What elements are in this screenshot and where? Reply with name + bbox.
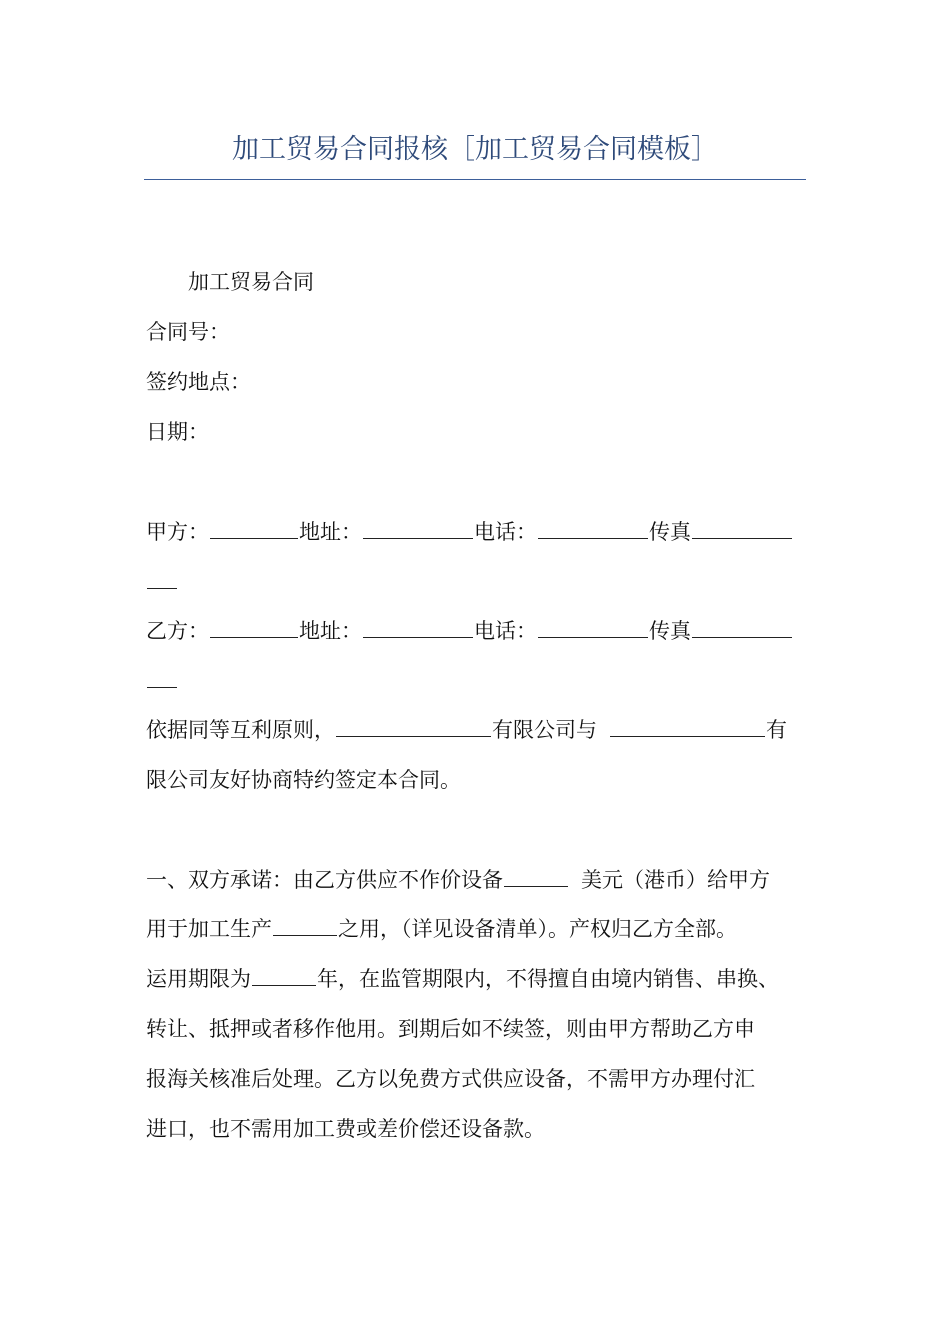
term-years-blank[interactable]	[252, 967, 316, 986]
party-b-fax-blank[interactable]	[692, 619, 792, 638]
equipment-value-blank[interactable]	[504, 868, 568, 887]
clause-1-line-3	[146, 963, 779, 995]
party-b-fax-label: 传真	[649, 619, 691, 643]
preamble-text-1: 依据同等互利原则，	[146, 718, 335, 742]
party-a-name-blank[interactable]	[210, 520, 298, 539]
party-a-address-blank[interactable]	[363, 520, 473, 539]
clause-1-text-1a: 一、双方承诺：由乙方供应不作价设备	[146, 868, 503, 892]
product-blank[interactable]	[273, 917, 337, 936]
clause-1-text-2b: 之用，（详见设备清单）。产权归乙方全部。	[338, 917, 737, 941]
party-a-phone-blank[interactable]	[538, 520, 648, 539]
company-a-blank[interactable]	[336, 718, 491, 737]
party-b-phone-blank[interactable]	[538, 619, 648, 638]
party-b-label: 乙方：	[146, 619, 209, 643]
party-a-line	[146, 516, 793, 548]
party-b-phone-label: 电话：	[474, 619, 537, 643]
clause-1-line-1	[146, 864, 770, 896]
party-a-fax-blank-continued[interactable]	[147, 570, 177, 589]
party-b-fax-blank-continued[interactable]	[147, 669, 177, 688]
title-underline	[144, 179, 806, 180]
clause-1-text-3b: 年，在监管期限内，不得擅自由境内销售、串换、	[317, 967, 779, 991]
party-a-fax-label: 传真	[649, 520, 691, 544]
clause-1-line-2	[146, 913, 737, 945]
party-b-name-blank[interactable]	[210, 619, 298, 638]
signing-place-label: 签约地点：	[146, 370, 251, 394]
party-a-fax-blank[interactable]	[692, 520, 792, 539]
party-a-fax-continuation	[146, 566, 178, 598]
contract-heading: 加工贸易合同	[188, 270, 314, 294]
party-b-fax-continuation	[146, 665, 178, 697]
date-label: 日期：	[146, 420, 209, 444]
party-b-address-blank[interactable]	[363, 619, 473, 638]
document-title: 加工贸易合同报核［加工贸易合同模板］	[232, 134, 718, 165]
party-b-address-label: 地址：	[299, 619, 362, 643]
clause-1-line-5: 报海关核准后处理。乙方以免费方式供应设备，不需甲方办理付汇	[146, 1067, 755, 1091]
clause-1-text-1b: 美元（港币）给甲方	[581, 868, 770, 892]
contract-number-label: 合同号：	[146, 320, 230, 344]
clause-1-line-4: 转让、抵押或者移作他用。到期后如不续签，则由甲方帮助乙方申	[146, 1017, 755, 1041]
clause-1-text-2a: 用于加工生产	[146, 917, 272, 941]
preamble-line-1	[146, 714, 787, 746]
preamble-text-2: 有限公司与	[492, 718, 597, 742]
party-a-phone-label: 电话：	[474, 520, 537, 544]
party-a-label: 甲方：	[146, 520, 209, 544]
clause-1-line-6: 进口，也不需用加工费或差价偿还设备款。	[146, 1117, 545, 1141]
preamble-line-2: 限公司友好协商特约签定本合同。	[146, 768, 461, 792]
party-a-address-label: 地址：	[299, 520, 362, 544]
preamble-text-3: 有	[766, 718, 787, 742]
party-b-line	[146, 615, 793, 647]
company-b-blank[interactable]	[610, 718, 765, 737]
clause-1-text-3a: 运用期限为	[146, 967, 251, 991]
